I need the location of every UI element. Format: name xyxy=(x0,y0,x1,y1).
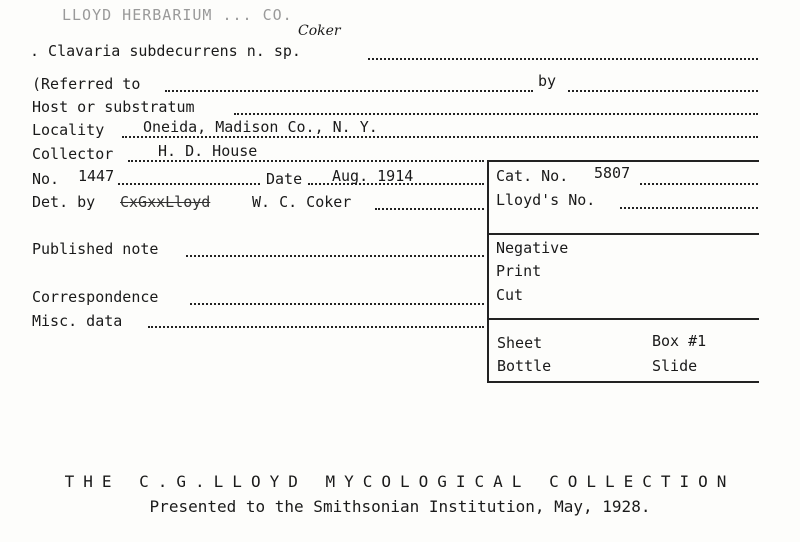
right-box-top-border xyxy=(487,160,759,162)
locality-value: Oneida, Madison Co., N. Y. xyxy=(143,118,378,136)
correspondence-line xyxy=(190,303,484,305)
header-stamp: LLOYD HERBARIUM ... CO. xyxy=(62,6,293,24)
collection-title: THE C.G.LLOYD MYCOLOGICAL COLLECTION xyxy=(64,472,736,491)
referred-to-label: (Referred to xyxy=(32,75,141,93)
print-label: Print xyxy=(496,262,542,280)
by-label: by xyxy=(538,72,557,90)
collector-label: Collector xyxy=(32,145,114,163)
by-line xyxy=(568,90,758,92)
number-value: 1447 xyxy=(78,167,115,185)
number-line xyxy=(118,183,260,185)
misc-data-line xyxy=(148,326,484,328)
lloyds-no-label: Lloyd's No. xyxy=(496,191,596,209)
right-box-divider-2 xyxy=(487,318,759,320)
species-dotted-line xyxy=(368,58,758,60)
number-label: No. xyxy=(32,170,60,188)
sheet-label: Sheet xyxy=(497,334,543,352)
cut-label: Cut xyxy=(496,286,524,304)
box-label: Box #1 xyxy=(652,332,707,350)
bottle-label: Bottle xyxy=(497,357,552,375)
cat-no-label: Cat. No. xyxy=(496,167,569,185)
misc-data-label: Misc. data xyxy=(32,312,123,330)
collector-line xyxy=(128,160,484,162)
collector-value: H. D. House xyxy=(158,142,258,160)
host-label: Host or substratum xyxy=(32,98,195,116)
cat-no-value: 5807 xyxy=(594,164,631,182)
det-by-label: Det. by xyxy=(32,193,96,211)
lloyds-no-line xyxy=(620,207,758,209)
det-by-value: W. C. Coker xyxy=(252,193,352,211)
referred-to-line xyxy=(165,90,533,92)
cat-no-line xyxy=(640,183,758,185)
slide-label: Slide xyxy=(652,357,698,375)
species-name: . Clavaria subdecurrens n. sp. xyxy=(30,42,301,60)
negative-label: Negative xyxy=(496,239,569,257)
host-line xyxy=(234,113,758,115)
date-value: Aug. 1914 xyxy=(332,167,414,185)
right-box-divider-1 xyxy=(487,233,759,235)
presentation-note: Presented to the Smithsonian Institution, May, 1928. xyxy=(149,497,651,516)
published-note-line xyxy=(186,255,484,257)
right-box-bottom-border xyxy=(487,381,759,383)
date-line xyxy=(308,183,484,185)
det-struck-text: CxGxxLloyd xyxy=(120,193,211,211)
det-by-line xyxy=(375,208,484,210)
locality-line xyxy=(122,136,758,138)
date-label: Date xyxy=(266,170,303,188)
published-note-label: Published note xyxy=(32,240,159,258)
locality-label: Locality xyxy=(32,121,105,139)
right-box-left-border xyxy=(487,160,489,382)
correspondence-label: Correspondence xyxy=(32,288,159,306)
handwritten-annotation: Coker xyxy=(298,23,341,39)
